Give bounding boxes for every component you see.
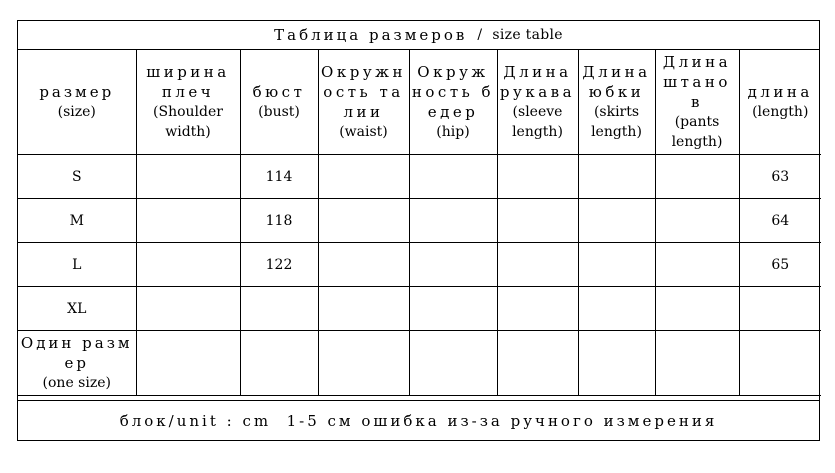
table-cell (578, 199, 655, 243)
header-pants-en: (pants length) (671, 114, 723, 150)
table-cell (578, 243, 655, 287)
header-bust (240, 50, 318, 155)
table-cell (655, 199, 739, 243)
table-cell (136, 155, 240, 199)
header-skirt-en: (skirts length) (591, 104, 642, 140)
table-row (18, 199, 821, 243)
table-cell (409, 287, 497, 331)
title-ru: Таблица размеров (274, 26, 468, 44)
size-label: M (18, 199, 136, 243)
table-cell (739, 331, 821, 396)
size-label: XL (18, 287, 136, 331)
table-cell (655, 331, 739, 396)
table-cell (136, 287, 240, 331)
one-size-en: (one size) (42, 375, 111, 391)
table-cell (240, 287, 318, 331)
table-cell (136, 331, 240, 396)
table-cell (739, 287, 821, 331)
size-table (18, 50, 821, 396)
table-cell: 118 (240, 199, 318, 243)
table-cell (318, 243, 409, 287)
table-cell (578, 287, 655, 331)
header-skirt (578, 50, 655, 155)
header-length-en: (length) (752, 104, 809, 120)
table-cell: 114 (240, 155, 318, 199)
table-cell (318, 287, 409, 331)
header-hip-ru: Окружность бедер (411, 63, 495, 121)
size-table-sheet (17, 20, 820, 441)
header-hip (409, 50, 497, 155)
table-row (18, 287, 821, 331)
header-length (739, 50, 821, 155)
header-size-en: (size) (57, 104, 96, 120)
table-row-one-size (18, 331, 821, 396)
table-cell (318, 199, 409, 243)
table-cell (578, 331, 655, 396)
header-bust-en: (bust) (258, 104, 300, 120)
header-sleeve (497, 50, 578, 155)
table-cell (578, 155, 655, 199)
title-separator: / (477, 27, 483, 43)
header-pants (655, 50, 739, 155)
table-cell: 65 (739, 243, 821, 287)
header-waist-en: (waist) (339, 124, 388, 140)
table-cell (497, 287, 578, 331)
header-row (18, 50, 821, 155)
header-waist-ru: Окружность талии (321, 63, 406, 121)
header-waist (318, 50, 409, 155)
table-cell (497, 331, 578, 396)
table-cell (318, 155, 409, 199)
header-sleeve-ru: Длина рукава (499, 63, 576, 101)
table-cell (136, 199, 240, 243)
header-hip-en: (hip) (436, 124, 470, 140)
table-cell (655, 287, 739, 331)
size-label: L (18, 243, 136, 287)
header-sleeve-en: (sleeve length) (512, 104, 563, 140)
table-cell (497, 155, 578, 199)
table-row (18, 243, 821, 287)
table-row (18, 155, 821, 199)
header-shoulder-en: (Shoulder width) (153, 104, 223, 140)
table-cell: 122 (240, 243, 318, 287)
table-title (18, 21, 819, 50)
table-cell (497, 243, 578, 287)
table-cell (318, 331, 409, 396)
table-cell (409, 155, 497, 199)
table-cell (497, 199, 578, 243)
title-en: size table (492, 27, 563, 43)
table-cell: 64 (739, 199, 821, 243)
header-pants-ru: Длина штанов (662, 53, 732, 111)
header-size-ru: размер (39, 83, 115, 101)
size-label: S (18, 155, 136, 199)
header-bust-ru: бюст (252, 83, 306, 101)
table-cell (409, 199, 497, 243)
table-cell (240, 331, 318, 396)
table-cell (409, 243, 497, 287)
table-cell (136, 243, 240, 287)
table-cell (655, 243, 739, 287)
one-size-label (18, 331, 136, 396)
table-cell (409, 331, 497, 396)
header-skirt-ru: Длина юбки (582, 63, 651, 101)
header-shoulder-ru: ширина плеч (146, 63, 230, 101)
table-cell (655, 155, 739, 199)
header-length-ru: длина (747, 83, 813, 101)
header-shoulder (136, 50, 240, 155)
table-cell: 63 (739, 155, 821, 199)
header-size (18, 50, 136, 155)
measurement-note: блок/unit : cm 1-5 см ошибка из-за ручного измерения (18, 400, 819, 440)
one-size-ru: Один размер (20, 334, 133, 372)
